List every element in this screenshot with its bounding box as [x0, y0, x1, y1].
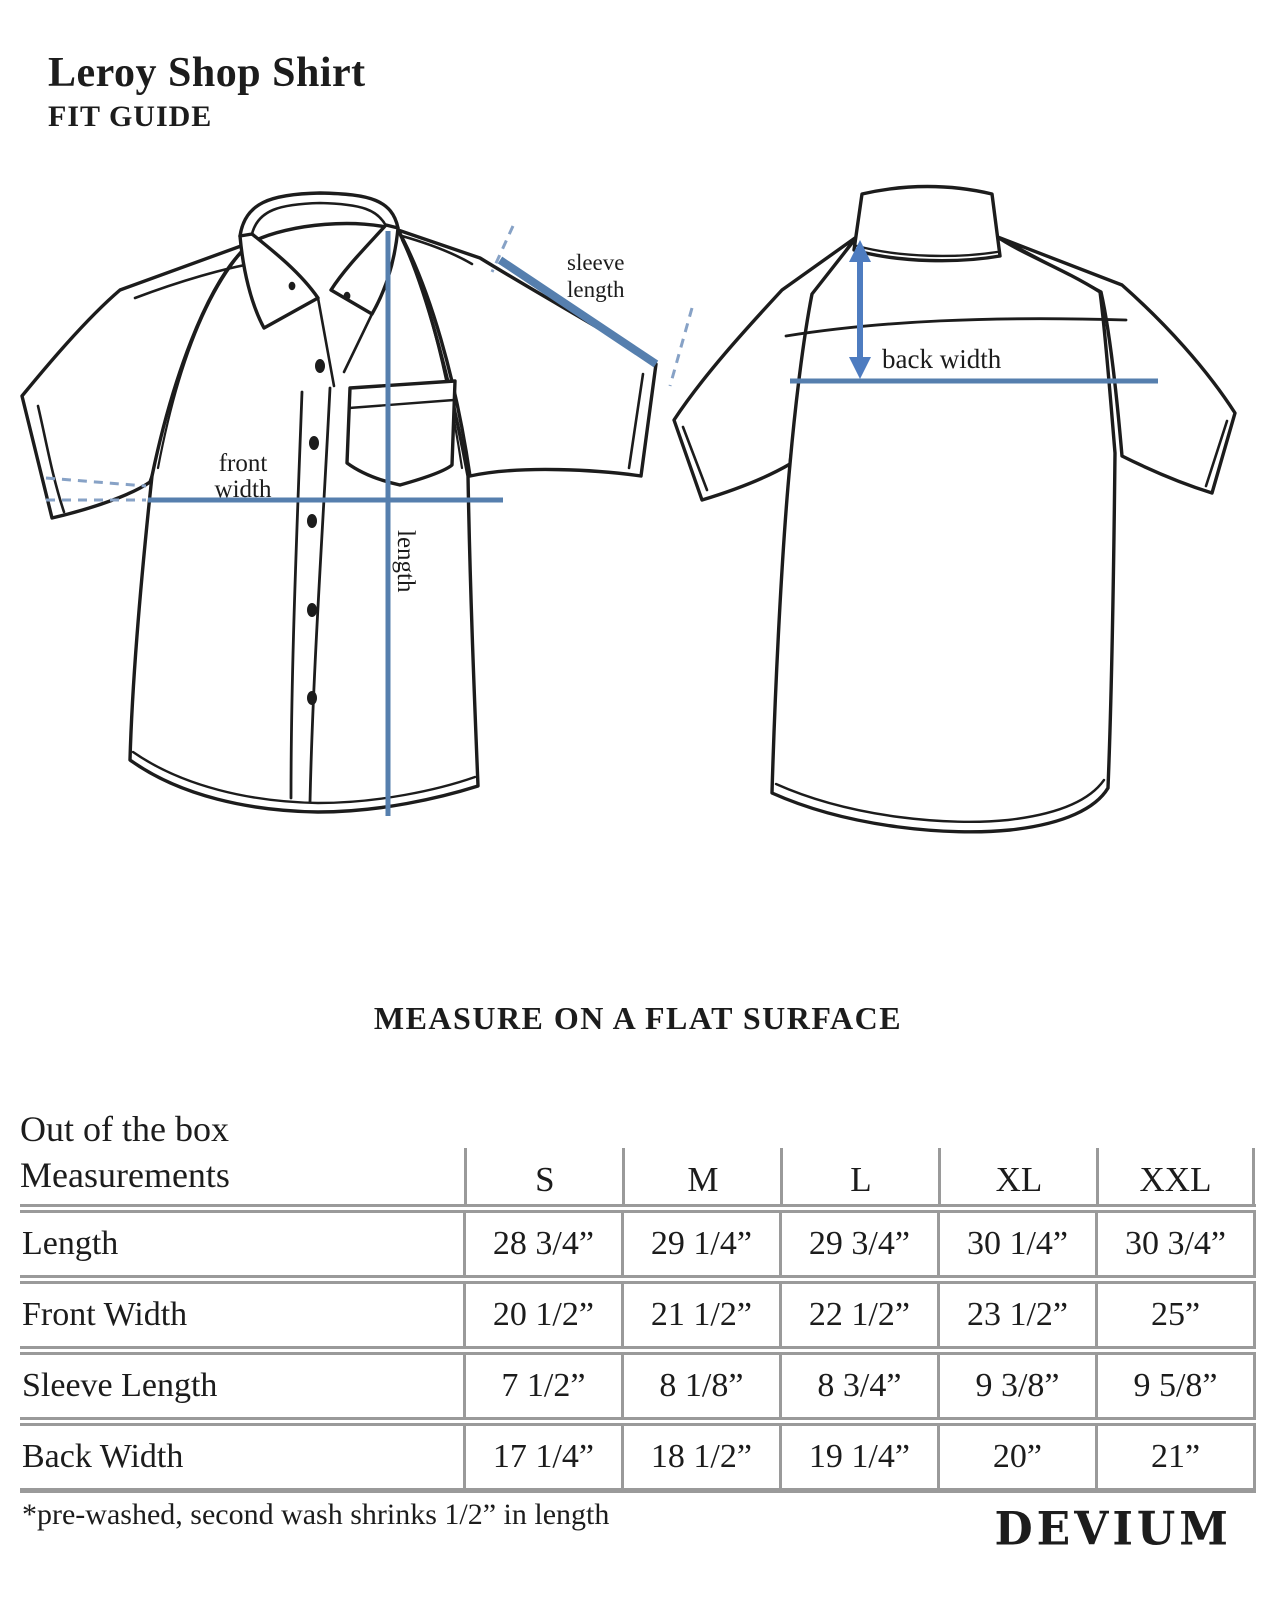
row-label: Back Width	[20, 1422, 464, 1491]
table-header-row	[20, 1088, 1255, 1209]
brand-logo: DEVIUM	[994, 1502, 1232, 1557]
measurement-cell: 18 1/2”	[622, 1422, 780, 1491]
measurement-cell: 30 3/4”	[1096, 1209, 1254, 1280]
sleeve-length-label-line1: sleeve	[567, 250, 625, 275]
measurement-cell: 8 1/8”	[622, 1351, 780, 1422]
measurement-cell: 21”	[1096, 1422, 1254, 1491]
measurement-cell: 22 1/2”	[780, 1280, 938, 1351]
measurement-cell: 29 3/4”	[780, 1209, 938, 1280]
measurement-cell: 29 1/4”	[622, 1209, 780, 1280]
row-label: Front Width	[20, 1280, 464, 1351]
measurement-cell: 20 1/2”	[464, 1280, 622, 1351]
table-row-back-width	[20, 1422, 1255, 1491]
table-row-sleeve-length	[20, 1351, 1255, 1422]
page-title: Leroy Shop Shirt	[48, 50, 366, 96]
size-column-header-s: S	[464, 1088, 622, 1209]
size-column-header-xl: XL	[938, 1088, 1096, 1209]
table-corner-line1: Out of the box	[20, 1108, 229, 1149]
size-column-header-xxl: XXL	[1096, 1088, 1254, 1209]
measurement-cell: 9 3/8”	[938, 1351, 1096, 1422]
measurement-cell: 23 1/2”	[938, 1280, 1096, 1351]
row-label: Length	[20, 1209, 464, 1280]
size-column-header-m: M	[622, 1088, 780, 1209]
back-shirt-illustration	[674, 187, 1235, 832]
measurement-cell: 7 1/2”	[464, 1351, 622, 1422]
table-row-front-width	[20, 1280, 1255, 1351]
table-row-length	[20, 1209, 1255, 1280]
page-subtitle: FIT GUIDE	[48, 100, 213, 134]
row-label: Sleeve Length	[20, 1351, 464, 1422]
measurement-cell: 30 1/4”	[938, 1209, 1096, 1280]
size-column-header-l: L	[780, 1088, 938, 1209]
back-width-label: back width	[882, 344, 1002, 374]
measurement-cell: 19 1/4”	[780, 1422, 938, 1491]
sleeve-length-extension-dash	[670, 308, 692, 386]
title-block	[48, 50, 366, 134]
measurement-cell: 28 3/4”	[464, 1209, 622, 1280]
front-width-label-line2: width	[214, 476, 272, 503]
table-corner-line2: Measurements	[20, 1154, 230, 1195]
measurement-cell: 21 1/2”	[622, 1280, 780, 1351]
front-width-label-line1: front	[218, 450, 268, 477]
measurement-cell: 8 3/4”	[780, 1351, 938, 1422]
measurement-cell: 17 1/4”	[464, 1422, 622, 1491]
sleeve-length-label-line2: length	[567, 277, 625, 302]
measurement-cell: 9 5/8”	[1096, 1351, 1254, 1422]
table-corner-header	[20, 1088, 464, 1209]
measurement-cell: 25”	[1096, 1280, 1254, 1351]
prewash-footnote: *pre-washed, second wash shrinks 1/2” in length	[22, 1498, 610, 1531]
length-label: length	[392, 530, 419, 593]
fit-diagram	[0, 168, 1276, 858]
measurements-table	[20, 1088, 1256, 1493]
measure-heading: MEASURE ON A FLAT SURFACE	[373, 1000, 903, 1036]
measurement-cell: 20”	[938, 1422, 1096, 1491]
